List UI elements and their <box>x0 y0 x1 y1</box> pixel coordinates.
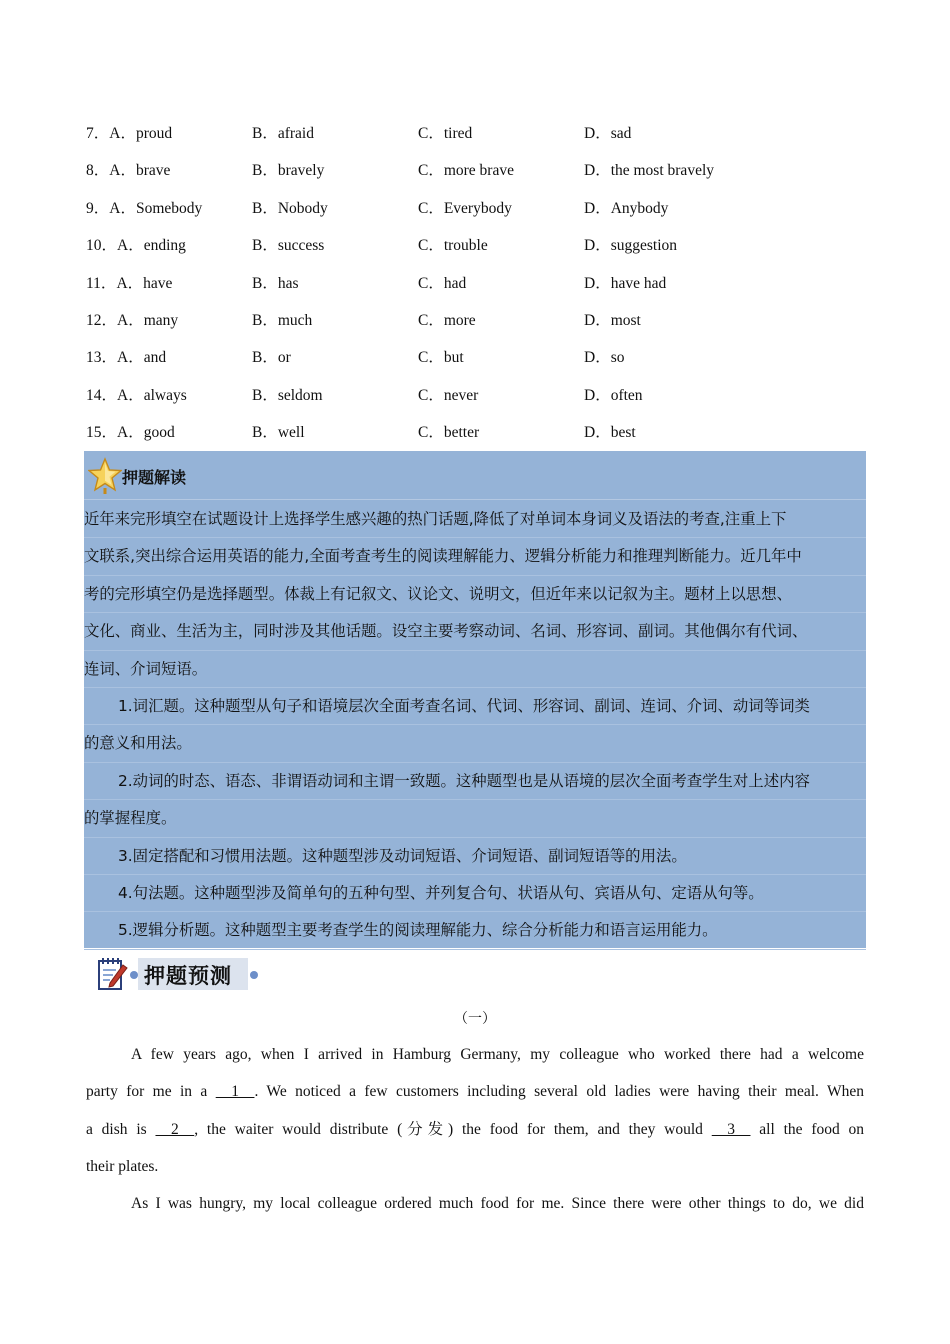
passage-line-2 <box>86 1073 864 1110</box>
option-row <box>86 377 866 414</box>
option-a <box>86 115 172 152</box>
analysis-line: 3.固定搭配和习惯用法题。这种题型涉及动词短语、介词短语、副词短语等的用法。 <box>84 838 866 875</box>
option-d: D．sad <box>584 125 632 142</box>
option-a <box>86 265 172 302</box>
question-number: 7． <box>86 125 110 142</box>
option-a-text: A．proud <box>109 125 173 142</box>
analysis-line: 4.句法题。这种题型涉及简单句的五种句型、并列复合句、状语从句、宾语从句、定语从句等。 <box>84 875 866 912</box>
question-number: 9． <box>86 199 110 217</box>
option-a <box>86 190 202 227</box>
question-number: 13． <box>86 349 118 367</box>
option-row <box>86 265 866 302</box>
passage-line-4: their plates. <box>86 1158 159 1175</box>
passage-line-5: As I was hungry, my local colleague ordered much food for me. Since there were other things to do, we did <box>131 1195 864 1212</box>
option-row <box>86 339 866 376</box>
blank-1: 1 <box>215 1083 255 1100</box>
question-number: 11． <box>86 274 117 292</box>
option-a-text: A．always <box>117 386 187 404</box>
analysis-title: 押题解读 <box>122 468 187 487</box>
option-c: C．had <box>418 274 467 292</box>
passage-text: , the waiter would distribute (分发) the food for them, and they would <box>194 1121 703 1138</box>
analysis-line: 的意义和用法。 <box>84 725 866 762</box>
option-c: C．better <box>418 424 480 442</box>
analysis-line: 文化、商业、生活为主，同时涉及其他话题。设空主要考察动词、名词、形容词、副词。其他偶尔有代词、 <box>84 613 866 650</box>
star-icon <box>88 457 122 495</box>
option-a-text: A．ending <box>117 237 186 255</box>
answer-options <box>86 115 866 452</box>
option-a-text: A．and <box>117 349 167 367</box>
option-c: C．never <box>418 386 479 404</box>
blank-2: 2 <box>155 1121 195 1138</box>
passage-line-3 <box>86 1111 864 1148</box>
analysis-line: 文联系,突出综合运用英语的能力,全面考查考生的阅读理解能力、逻辑分析能力和推理判断能力。近几年中 <box>84 538 866 575</box>
passage-text: a dish is <box>86 1121 147 1138</box>
option-b: B．success <box>252 237 325 255</box>
option-c: C．Everybody <box>418 199 512 217</box>
option-d: D．most <box>584 311 641 329</box>
analysis-line: 的掌握程度。 <box>84 800 866 837</box>
analysis-line: 5.逻辑分析题。这种题型主要考查学生的阅读理解能力、综合分析能力和语言运用能力。 <box>84 912 866 949</box>
option-b: B．Nobody <box>252 199 328 217</box>
option-b: B．seldom <box>252 386 323 404</box>
option-row <box>86 190 866 227</box>
analysis-line: 1.词汇题。这种题型从句子和语境层次全面考查名词、代词、形容词、副词、连词、介词、动词等词类 <box>84 688 866 725</box>
decor-dot-right <box>250 971 258 979</box>
option-c: C．tired <box>418 125 473 142</box>
option-row <box>86 227 866 264</box>
option-a <box>86 339 166 376</box>
section-number: （一） <box>454 1011 496 1027</box>
option-d: D．the most bravely <box>584 162 715 180</box>
option-row <box>86 414 866 451</box>
option-b: B．or <box>252 349 291 367</box>
option-a-text: A．Somebody <box>109 199 203 217</box>
analysis-header <box>84 451 866 500</box>
option-a <box>86 414 175 451</box>
notepad-pen-icon <box>96 955 130 993</box>
prediction-title: 押题预测 <box>144 964 232 988</box>
option-row <box>86 115 866 152</box>
option-a <box>86 302 178 339</box>
blank-3: 3 <box>711 1121 751 1138</box>
option-a <box>86 227 186 264</box>
option-a <box>86 377 187 414</box>
option-c: C．but <box>418 349 464 367</box>
analysis-line: 连词、介词短语。 <box>84 651 866 688</box>
option-c: C．more brave <box>418 162 514 180</box>
question-number: 14． <box>86 386 118 404</box>
option-d: D．best <box>584 424 636 442</box>
option-a <box>86 152 170 189</box>
option-d: D．Anybody <box>584 199 669 217</box>
passage-text: . We noticed a few customers including several old ladies were having their meal. When <box>254 1083 865 1100</box>
option-a-text: A．many <box>117 311 179 329</box>
passage-text: party for me in a <box>86 1083 208 1100</box>
question-number: 15． <box>86 424 118 442</box>
analysis-box <box>84 451 866 948</box>
option-d: D．so <box>584 349 625 367</box>
option-a-text: A．have <box>116 274 173 292</box>
option-b: B．afraid <box>252 125 314 142</box>
question-number: 8． <box>86 162 110 180</box>
option-d: D．have had <box>584 274 667 292</box>
option-b: B．well <box>252 424 305 442</box>
passage-line-1: A few years ago, when I arrived in Hamburg Germany, my colleague who worked there had a welcome <box>131 1046 864 1063</box>
decor-dot-left <box>130 971 138 979</box>
option-c: C．more <box>418 311 476 329</box>
option-b: B．much <box>252 311 313 329</box>
option-d: D．often <box>584 386 643 404</box>
passage-text: all the food on <box>759 1121 865 1138</box>
question-number: 12． <box>86 311 118 329</box>
option-row <box>86 302 866 339</box>
option-c: C．trouble <box>418 237 488 255</box>
option-d: D．suggestion <box>584 237 678 255</box>
analysis-line: 2.动词的时态、语态、非谓语动词和主谓一致题。这种题型也是从语境的层次全面考查学生对上述内容 <box>84 763 866 800</box>
analysis-line: 考的完形填空仍是选择题型。体裁上有记叙文、议论文、说明文，但近年来以记叙为主。题材上以思想、 <box>84 576 866 613</box>
option-b: B．has <box>252 274 299 292</box>
option-a-text: A．good <box>117 424 175 442</box>
option-a-text: A．brave <box>109 162 171 180</box>
analysis-line: 近年来完形填空在试题设计上选择学生感兴趣的热门话题,降低了对单词本身词义及语法的考查,注重上下 <box>84 501 866 538</box>
option-b: B．bravely <box>252 162 325 180</box>
question-number: 10． <box>86 237 118 255</box>
option-row <box>86 152 866 189</box>
